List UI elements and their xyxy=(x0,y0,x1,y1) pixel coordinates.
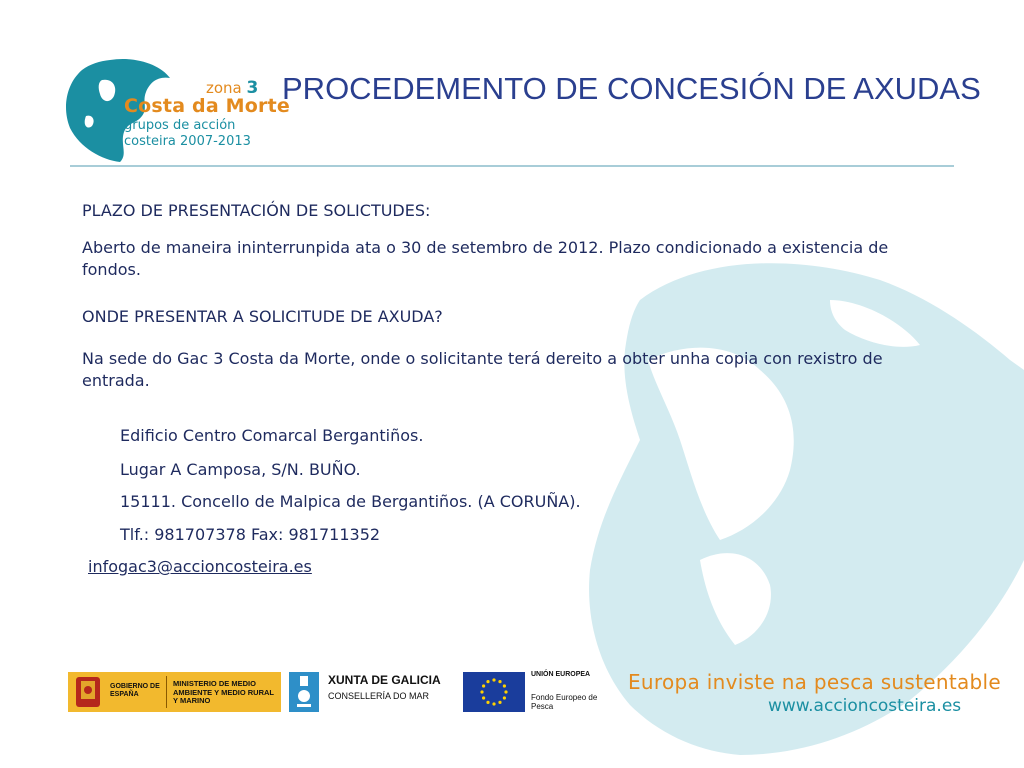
slide-title: PROCEDEMENTO DE CONCESIÓN DE AXUDAS xyxy=(282,71,981,106)
slogan-text: Europa inviste na pesca sustentable xyxy=(628,670,1001,694)
coat-of-arms-icon xyxy=(74,675,102,709)
address-line: 15111. Concello de Malpica de Bergantiños. (A CORUÑA). xyxy=(120,492,581,511)
email-link[interactable]: infogac3@accioncosteira.es xyxy=(88,557,312,576)
website-text: www.accioncosteira.es xyxy=(768,696,962,716)
gobierno-label: GOBIERNO DE ESPAÑA xyxy=(110,683,160,698)
phone-fax-line: Tlf.: 981707378 Fax: 981711352 xyxy=(120,525,381,544)
submission-heading: ONDE PRESENTAR A SOLICITUDE DE AXUDA? xyxy=(82,307,443,326)
deadline-heading: PLAZO DE PRESENTACIÓN DE SOLICTUDES: xyxy=(82,201,431,220)
divider xyxy=(166,676,167,708)
logo-tagline: grupos de acción xyxy=(124,118,236,133)
gobierno-espana-logo xyxy=(68,672,281,712)
logo-zone-label: zona 3 xyxy=(206,78,259,98)
fondo-europeo-label: Fondo Europeo de Pesca xyxy=(531,693,598,711)
address-line: Lugar A Camposa, S/N. BUÑO. xyxy=(120,460,361,479)
logo-name: Costa da Morte xyxy=(124,95,290,117)
deadline-text: Aberto de maneira ininterrunpida ata o 30 de setembro de 2012. Plazo condicionado a existencia de fondos. xyxy=(82,238,889,279)
xunta-emblem-icon xyxy=(289,672,319,712)
title-divider xyxy=(70,165,954,167)
xunta-label: XUNTA DE GALICIA xyxy=(328,673,441,687)
union-europea-label: UNIÓN EUROPEA xyxy=(531,671,591,678)
submission-text: Na sede do Gac 3 Costa da Morte, onde o solicitante terá dereito a obter unha copia con rexistro de entrada. xyxy=(82,349,883,390)
ministerio-label: MINISTERIO DE MEDIO AMBIENTE Y MEDIO RURAL Y MARINO xyxy=(173,679,274,705)
address-line: Edificio Centro Comarcal Bergantiños. xyxy=(120,426,424,445)
conselleria-label: CONSELLERÍA DO MAR xyxy=(328,691,430,701)
sponsor-footer xyxy=(0,660,1024,720)
eu-flag-icon xyxy=(463,672,525,712)
logo-period: costeira 2007-2013 xyxy=(124,134,251,149)
